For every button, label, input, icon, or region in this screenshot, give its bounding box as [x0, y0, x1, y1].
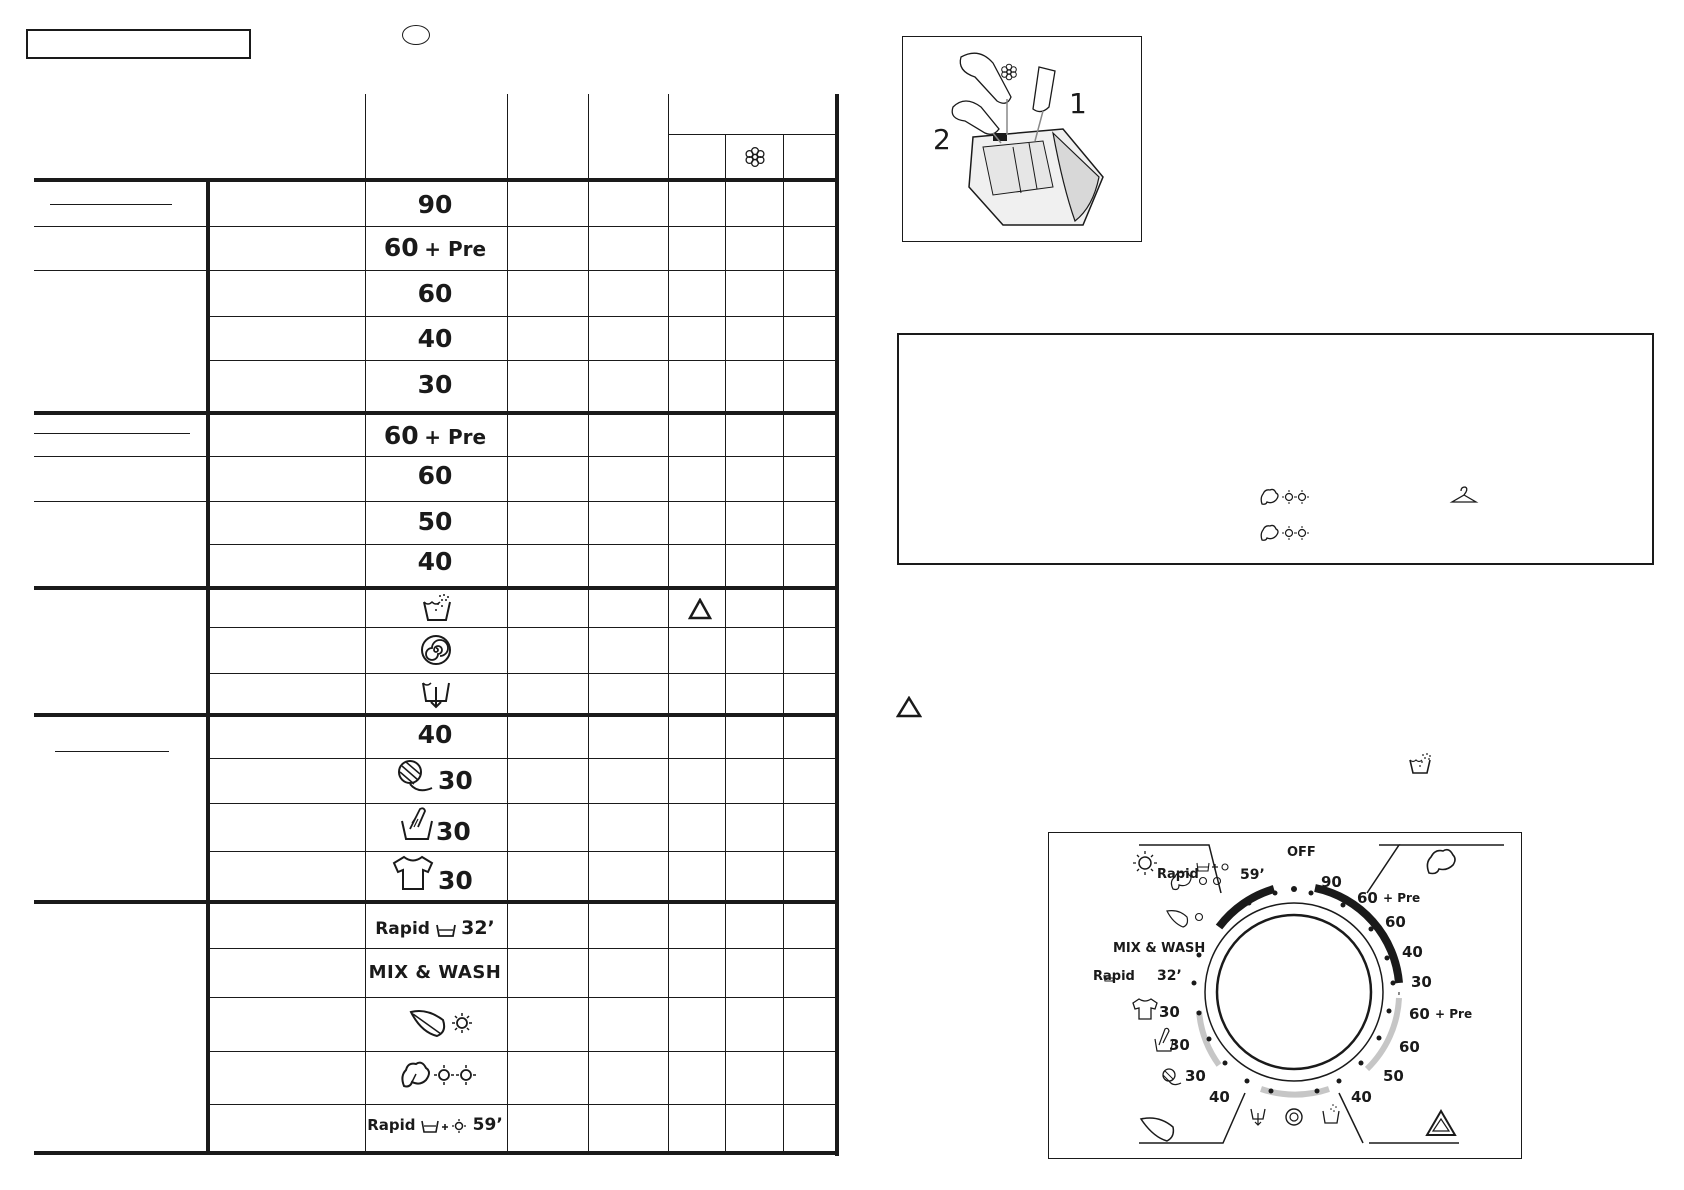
program-rapid-59: Rapid 59’	[367, 1115, 503, 1135]
program-dial-panel	[1048, 832, 1522, 1159]
dial-synthetic-40: 40	[1351, 1088, 1372, 1106]
triangle-warning-icon	[688, 598, 712, 620]
cotton-suns-icon	[1259, 487, 1309, 507]
spin-icon	[420, 634, 452, 666]
dial-rapid-32-label: Rapid	[1093, 969, 1135, 984]
program-60: 60	[417, 279, 453, 308]
program-rapid-32: Rapid 32’	[375, 917, 495, 939]
cotton-suns-icon	[398, 1058, 478, 1092]
dial-30: 30	[1411, 973, 1432, 991]
dial-rapid-59-time: 59’	[1240, 867, 1265, 883]
dial-synthetic-60: 60	[1399, 1038, 1420, 1056]
dial-wool-30: 30	[1185, 1067, 1206, 1085]
program-wool-30: 30	[396, 758, 506, 798]
program-synthetic-60: 60	[417, 461, 453, 490]
dial-rapid-32-time: 32’	[1157, 968, 1182, 984]
info-box	[897, 333, 1654, 565]
compartment-2-label: 2	[933, 123, 951, 156]
program-40: 40	[417, 324, 453, 353]
dial-synthetic-60-pre: 60	[1409, 1005, 1430, 1023]
program-60-pre: 60 + Pre	[383, 233, 487, 262]
language-badge	[402, 25, 430, 45]
dial-60-pre-suffix: + Pre	[1383, 891, 1421, 905]
program-synthetic-60-pre: 60 + Pre	[383, 421, 487, 450]
shirt-icon	[390, 854, 436, 892]
hanger-icon	[1449, 485, 1479, 505]
dial-synthetic-60-pre-suffix: + Pre	[1435, 1007, 1473, 1021]
cotton-suns-icon	[1259, 523, 1309, 543]
rinse-icon	[420, 592, 454, 624]
dial-60: 60	[1385, 913, 1406, 931]
flower-icon	[743, 145, 767, 169]
rinse-icon	[1408, 752, 1434, 776]
title-box	[26, 29, 251, 59]
wool-icon	[396, 758, 436, 796]
dial-synthetic-50: 50	[1383, 1067, 1404, 1085]
feather-sun-icon	[407, 1006, 477, 1040]
dial-delicate-40: 40	[1209, 1088, 1230, 1106]
hand-wash-icon	[400, 805, 434, 843]
program-synthetic-50: 50	[417, 507, 453, 536]
triangle-warning-icon	[896, 696, 922, 718]
dial-mix-wash-label: MIX & WASH	[1113, 941, 1206, 956]
dial-off-label: OFF	[1287, 845, 1316, 860]
program-90: 90	[417, 190, 453, 219]
program-30: 30	[417, 370, 453, 399]
drain-icon	[420, 677, 452, 709]
dial-40: 40	[1402, 943, 1423, 961]
dial-shirt-30: 30	[1159, 1003, 1180, 1021]
program-shirt-30: 30	[390, 854, 510, 894]
dial-drawing	[1049, 833, 1521, 1158]
dispenser-illustration	[902, 36, 1142, 242]
program-mix-and-wash: MIX & WASH	[368, 962, 502, 983]
dial-90: 90	[1321, 873, 1342, 891]
program-synthetic-40: 40	[417, 547, 453, 576]
tub-icon	[436, 922, 456, 938]
tub-plus-sun-icon	[421, 1118, 467, 1134]
program-handwash-30: 30	[400, 805, 510, 845]
dial-handwash-30: 30	[1169, 1036, 1190, 1054]
compartment-1-label: 1	[1069, 87, 1087, 120]
dial-rapid-59-label: Rapid	[1157, 867, 1199, 882]
program-delicate-40: 40	[417, 720, 453, 749]
dial-60-pre: 60	[1357, 889, 1378, 907]
